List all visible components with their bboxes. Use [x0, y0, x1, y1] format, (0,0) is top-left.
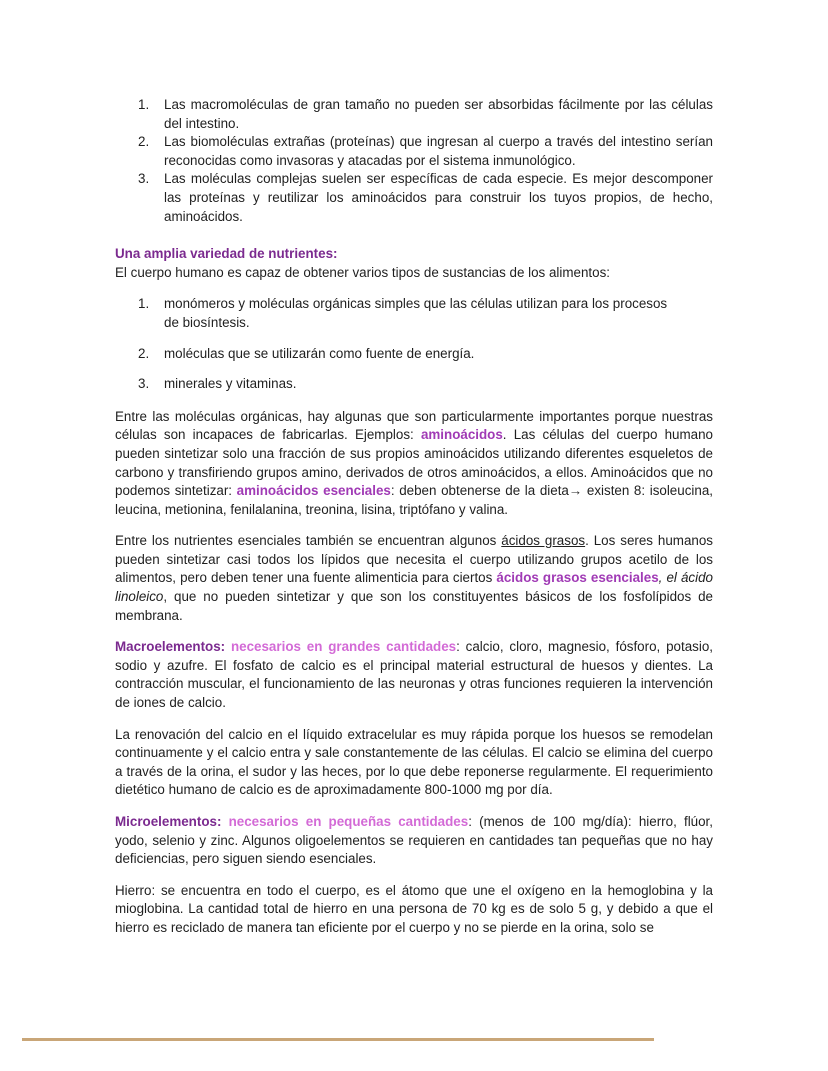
term-macroelementos: Macroelementos:	[115, 639, 226, 655]
text-run: Entre las moléculas orgánicas, hay algunas que son particularmente importantes porque nuestras células son incapaces de fabricarlas. Ejemplos:	[115, 408, 713, 443]
list-item	[115, 345, 713, 364]
text-run: . Los seres humanos pueden sintetizar casi todos los lípidos que necesita el cuerpo utilizando grupos acetilo de los alimentos, pero deben tener una fuente alimenticia para ciertos	[115, 533, 713, 586]
list-item	[115, 96, 713, 133]
list-item-text: minerales y vitaminas.	[164, 376, 297, 392]
term-aminoacidos-esenciales: aminoácidos esenciales	[236, 483, 391, 499]
nutrients-intro: El cuerpo humano es capaz de obtener varios tipos de sustancias de los alimentos:	[115, 264, 610, 280]
list-item	[115, 375, 713, 394]
document-page	[115, 96, 713, 938]
list-item-text: monómeros y moléculas orgánicas simples que las células utilizan para los procesos de biosíntesis.	[164, 296, 668, 330]
list-number: 3.	[138, 171, 150, 187]
list-item-text: Las biomoléculas extrañas (proteínas) que ingresan al cuerpo a través del intestino serían reconocidas como invasoras y atacadas por el sistema inmunológico.	[164, 134, 713, 168]
text-run: , que no pueden sintetizar y que son los constituyentes básicos de los fosfolípidos de membrana.	[115, 589, 713, 623]
list-item-text: Las moléculas complejas suelen ser específicas de cada especie. Es mejor descomponer las proteínas y reutilizar los aminoácidos para construir los tuyos propios, de hecho, aminoácidos.	[164, 171, 713, 224]
paragraph-fatty-acids	[115, 532, 713, 625]
list-item-text: Las macromoléculas de gran tamaño no pueden ser absorbidas fácilmente por las células del intestino.	[164, 97, 713, 131]
paragraph-calcium: La renovación del calcio en el líquido extracelular es muy rápida porque los huesos se remodelan continuamente y el calcio entra y sale constantemente de las células. El calcio se elimina del cuerpo a través de la orina, el sudor y las heces, por lo que debe reponerse regularmente. El requerimiento dietético humano de calcio es de aproximadamente 800-1000 mg por día.	[115, 726, 713, 798]
list-number: 1.	[138, 296, 150, 312]
term-grandes-cantidades: necesarios en grandes cantidades	[225, 639, 457, 655]
paragraph-macroelements	[115, 638, 713, 712]
text-run: Entre los nutrientes esenciales también se encuentran algunos	[115, 533, 502, 549]
reasons-list	[115, 96, 713, 226]
paragraph-microelements	[115, 813, 713, 869]
list-number: 3.	[138, 376, 150, 392]
text-run: . Las células del cuerpo humano pueden sintetizar solo una fracción de sus propios aminoácidos utilizando diferentes esqueletos de carbono y transfiriendo grupos amino, derivados de otros aminoácidos, a ellos. Aminoácidos que no podemos sintetizar:	[115, 427, 713, 499]
list-item	[115, 170, 713, 226]
term-acidos-grasos-esenciales: ácidos grasos esenciales	[496, 570, 659, 586]
term-acidos-grasos: ácidos grasos	[501, 533, 586, 549]
text-run: : calcio, cloro, magnesio, fósforo, potasio, sodio y azufre. El fosfato de calcio es el principal material estructural de huesos y dientes. La contracción muscular, el funcionamiento de las neuronas y otras funciones requieren la intervención de iones de calcio.	[115, 639, 713, 711]
list-item-text: moléculas que se utilizarán como fuente de energía.	[164, 345, 475, 361]
list-number: 1.	[138, 97, 150, 112]
section-heading-nutrients: Una amplia variedad de nutrientes:	[115, 246, 338, 262]
footer-divider	[22, 1038, 654, 1041]
text-run: : deben obtenerse de la dieta→ existen 8: isoleucina, leucina, metionina, fenilalanina, treonina, lisina, triptófano y valina.	[115, 483, 713, 517]
list-item	[115, 295, 713, 332]
list-number: 2.	[138, 134, 150, 150]
term-microelementos: Microelementos:	[115, 814, 222, 829]
nutrient-types-list	[115, 295, 713, 393]
term-aminoacidos: aminoácidos	[420, 427, 503, 443]
paragraph-amino-acids	[115, 408, 713, 520]
list-item	[115, 133, 713, 170]
term-pequenas-cantidades: necesarios en pequeñas cantidades	[221, 814, 469, 829]
term-acido-linoleico: , el ácido linoleico	[115, 570, 713, 605]
list-number: 2.	[138, 345, 150, 361]
paragraph-iron: Hierro: se encuentra en todo el cuerpo, es el átomo que une el oxígeno en la hemoglobina y la mioglobina. La cantidad total de hierro en una persona de 70 kg es de solo 5 g, y debido a que el hierro es reciclado de manera tan eficiente por el cuerpo y no se pierde en la orina, solo se	[115, 882, 713, 935]
text-run: : (menos de 100 mg/día): hierro, flúor, yodo, selenio y zinc. Algunos oligoelementos se requieren en cantidades tan pequeñas que no hay deficiencias, pero siguen siendo esenciales.	[115, 814, 713, 867]
